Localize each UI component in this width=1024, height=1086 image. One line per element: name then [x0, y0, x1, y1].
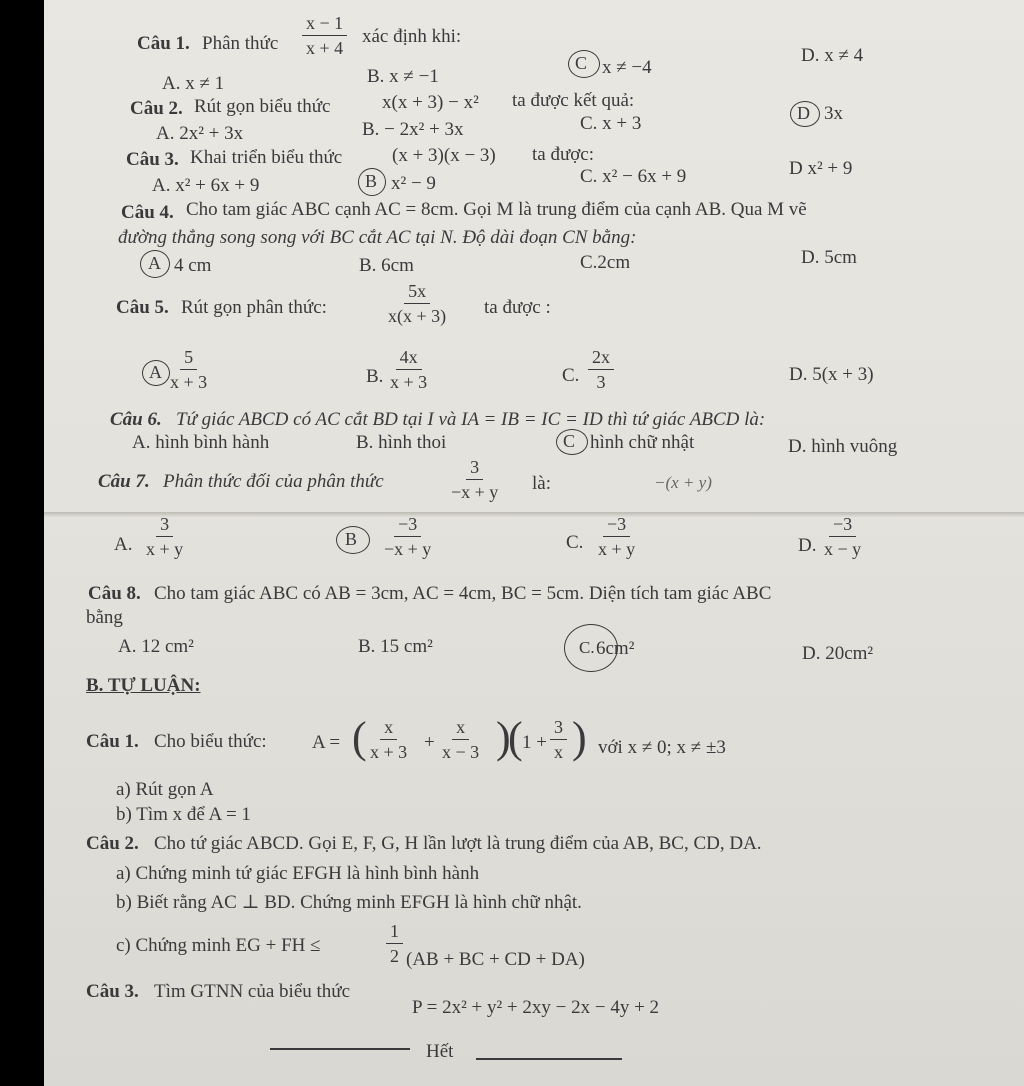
q5-option-a: $\frac{5}{x + 3}$ — [170, 347, 208, 392]
q6-label: Câu 6. — [110, 409, 162, 430]
q6-option-a: A. hình bình hành — [132, 432, 270, 453]
e1-fraction-2: $\frac{x}{x - 3}$ — [442, 717, 480, 762]
q1-option-d: D. x ≠ 4 — [801, 45, 864, 66]
e3-text: Tìm GTNN của biểu thức — [154, 981, 351, 1002]
q8-option-d: D. 20cm² — [802, 643, 874, 664]
q2-tail: ta được kết quả: — [512, 90, 635, 111]
q3-option-a: A. x² + 6x + 9 — [152, 175, 260, 196]
e3-label: Câu 3. — [86, 981, 139, 1002]
q8-option-c: 6cm² — [596, 638, 635, 659]
q6-option-d: D. hình vuông — [788, 436, 898, 457]
paper-fold — [44, 512, 1024, 518]
e3-expr: P = 2x² + y² + 2xy − 2x − 4y + 2 — [412, 997, 660, 1018]
q1-fraction: $\frac{x - 1}{x + 4}$ — [302, 14, 347, 57]
e2-label: Câu 2. — [86, 833, 139, 854]
q7-option-b: $\frac{-3}{-x + y}$ — [384, 514, 432, 559]
part-b-heading: B. TỰ LUẬN: — [86, 675, 201, 696]
q3-option-d: D x² + 9 — [789, 158, 853, 179]
q4-option-c: C.2cm — [580, 252, 631, 273]
q3-text: Khai triển biểu thức — [190, 147, 343, 168]
q7-label: Câu 7. — [98, 471, 150, 492]
q3-expr: (x + 3)(x − 3) — [392, 145, 496, 166]
q5-label: Câu 5. — [116, 297, 169, 318]
e1-fraction-3: $\frac{3}{x}$ — [550, 718, 567, 761]
q3-option-c: C. x² − 6x + 9 — [580, 166, 687, 187]
q1-option-b: B. x ≠ −1 — [367, 66, 439, 87]
q1-option-a: A. x ≠ 1 — [162, 73, 225, 94]
q4-option-a: 4 cm — [174, 255, 212, 276]
q7-text: Phân thức đối của phân thức — [163, 471, 384, 492]
q8-option-b: B. 15 cm² — [358, 636, 433, 657]
q1-label: Câu 1. — [137, 33, 190, 54]
q2-text: Rút gọn biểu thức — [194, 96, 331, 117]
end-rule-left — [270, 1048, 410, 1050]
q7-option-d: $\frac{-3}{x - y}$ — [824, 514, 862, 559]
q1-text: Phân thức — [202, 33, 279, 54]
e2-part-c-tail: (AB + BC + CD + DA) — [406, 949, 585, 970]
exam-sheet: Câu 1. Phân thức $\frac{x - 1}{x + 4}$ xác định khi: A. x ≠ 1 B. x ≠ −1 C x ≠ −4 D. x ≠ 4 Câu 2. Rút gọn biểu thức x(x + 3) − x² ta được kết quả: A. 2x² + 3x B. − 2x² + 3x C. x + 3 D 3x Câu 3. Khai triển biểu thức (x + 3)(x − 3) ta được: A. x² + 6x + 9 B x² − 9 C. x² − 6x + 9 D x² + 9 Câu 4. Cho tam giác ABC cạnh AC = 8cm. Gọi M là trung điểm của cạnh AB. Qua M vẽ đường thẳng song song với BC cắt AC tại N. Độ dài đoạn CN bằng: A 4 cm B. 6cm C.2cm D. 5cm Câu 5. Rút gọn phân thức: $\frac{5x}{x(x + 3)}$ ta được : A $\frac{5}{x + 3}$ B. $\frac{4x}{x + 3}$ C. $\frac{2x}{3}$ D. 5(x + 3) Câu 6. Tứ giác ABCD có AC cắt BD tại I và IA = IB = IC = ID thì tứ giác ABCD là: A. hình bình hành B. hình thoi C hình chữ nhật D. hình vuông Câu 7. Phân thức đối của phân thức $\frac{3}{-x + y}$ là: −(x + y) A. $\frac{3}{x + y}$ B $\frac{-3}{-x + y}$ C. $\frac{-3}{x + y}$ D. $\frac{-3}{x - y}$ Câu 8. Cho tam giác ABC có AB = 3cm, AC = 4cm, BC = 5cm. Diện tích tam giác ABC bằng A. 12 cm² B. 15 cm² C. 6cm² D. 20cm² B. TỰ LUẬN: Câu 1. Cho biểu thức: A = ( $\frac{x}{x + 3}$ + $\frac{x}{x - 3}$ ) ( 1 + $\frac{3}{x}$ ) với x ≠ 0; x ≠ ±3 a) Rút gọn A b) Tìm x để A = 1 Câu 2. Cho tứ giác ABCD. Gọi E, F, G, H lần lượt là trung điểm của AB, BC, CD, DA. a) Chứng minh tứ giác EFGH là hình bình hành b) Biết rằng AC ⊥ BD. Chứng minh EFGH là hình chữ nhật. c) Chứng minh EG + FH ≤ $\frac{1}{2}$ (AB + BC + CD + DA) Câu 3. Tìm GTNN của biểu thức P = 2x² + y² + 2xy − 2x − 4y + 2 Hết — [44, 0, 1024, 1086]
q4-label: Câu 4. — [121, 202, 174, 223]
e2-part-b: b) Biết rằng AC ⊥ BD. Chứng minh EFGH là hình chữ nhật. — [116, 892, 582, 913]
q2-option-d: 3x — [824, 103, 843, 124]
q4-line2: đường thẳng song song với BC cắt AC tại N. Độ dài đoạn CN bằng: — [118, 227, 637, 248]
q4-option-b: B. 6cm — [359, 255, 414, 276]
q1-tail: xác định khi: — [362, 26, 462, 47]
e1-condition: với x ≠ 0; x ≠ ±3 — [598, 737, 726, 758]
e1-part-a: a) Rút gọn A — [116, 779, 214, 800]
q6-option-b: B. hình thoi — [356, 432, 447, 453]
q8-line1: Cho tam giác ABC có AB = 3cm, AC = 4cm, BC = 5cm. Diện tích tam giác ABC — [154, 583, 772, 604]
q3-option-b: x² − 9 — [391, 173, 436, 194]
q3-tail: ta được: — [532, 144, 595, 165]
q2-option-b: B. − 2x² + 3x — [362, 119, 464, 140]
q5-option-b: $\frac{4x}{x + 3}$ — [390, 347, 428, 392]
q3-label: Câu 3. — [126, 149, 179, 170]
end-text: Hết — [426, 1041, 454, 1062]
q2-option-c: C. x + 3 — [580, 113, 642, 134]
q5-tail: ta được : — [484, 297, 551, 318]
q5-fraction: $\frac{5x}{x(x + 3)}$ — [388, 281, 447, 326]
q2-label: Câu 2. — [130, 98, 183, 119]
e2-text: Cho tứ giác ABCD. Gọi E, F, G, H lần lượt là trung điểm của AB, BC, CD, DA. — [154, 833, 762, 854]
e2-part-c: c) Chứng minh EG + FH ≤ — [116, 935, 321, 956]
q5-option-c: $\frac{2x}{3}$ — [588, 348, 614, 391]
q4-line1: Cho tam giác ABC cạnh AC = 8cm. Gọi M là trung điểm của cạnh AB. Qua M vẽ — [186, 199, 807, 220]
q5-option-d: D. 5(x + 3) — [789, 364, 874, 385]
e1-part-b: b) Tìm x để A = 1 — [116, 804, 251, 825]
q7-tail: là: — [532, 473, 551, 494]
q6-text: Tứ giác ABCD có AC cắt BD tại I và IA = IB = IC = ID thì tứ giác ABCD là: — [176, 409, 766, 430]
q6-option-c: hình chữ nhật — [590, 432, 695, 453]
q2-option-a: A. 2x² + 3x — [156, 123, 244, 144]
q7-option-c: $\frac{-3}{x + y}$ — [598, 514, 636, 559]
q4-option-d: D. 5cm — [801, 247, 857, 268]
e1-lhs: A = — [312, 732, 341, 753]
e1-label: Câu 1. — [86, 731, 139, 752]
e2-part-a: a) Chứng minh tứ giác EFGH là hình bình hành — [116, 863, 480, 884]
q5-text: Rút gọn phân thức: — [181, 297, 327, 318]
e1-text: Cho biểu thức: — [154, 731, 267, 752]
end-rule-right — [476, 1058, 622, 1060]
q7-option-a: $\frac{3}{x + y}$ — [146, 514, 184, 559]
q8-line2: bằng — [86, 607, 123, 628]
q7-handwritten-note: −(x + y) — [654, 473, 712, 492]
q2-expr: x(x + 3) − x² — [382, 92, 479, 113]
q7-fraction: $\frac{3}{-x + y}$ — [451, 457, 499, 502]
e1-fraction-1: $\frac{x}{x + 3}$ — [370, 717, 408, 762]
q8-label: Câu 8. — [88, 583, 141, 604]
e2-fraction: $\frac{1}{2}$ — [386, 922, 403, 965]
q8-option-a: A. 12 cm² — [118, 636, 194, 657]
q1-option-c: x ≠ −4 — [602, 57, 652, 78]
